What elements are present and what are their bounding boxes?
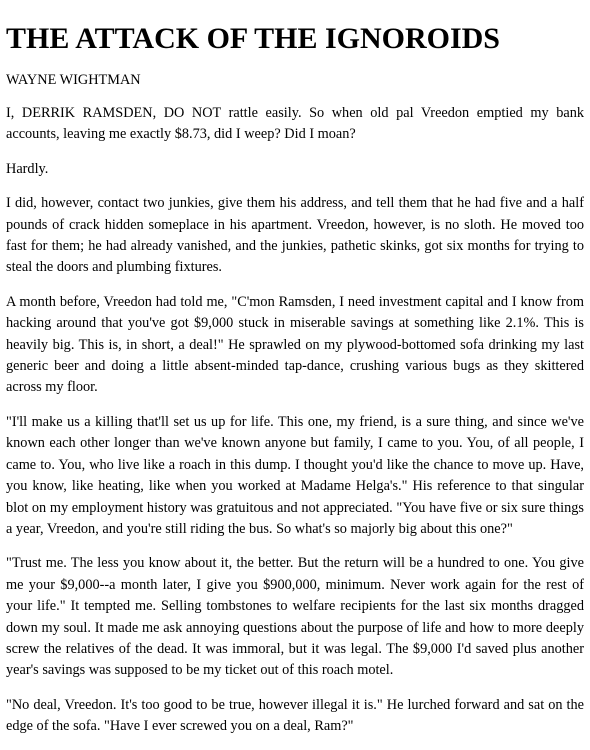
- paragraph-3: I did, however, contact two junkies, give them his address, and tell them that he had five and a half pounds of crack hidden someplace in his apartment. Vreedon, however, is no sloth. He moved too fast for them; he had already vanished, and the junkies, pathetic skinks, got six months for trying to steal the doors and plumbing fixtures.: [6, 195, 584, 276]
- paragraph-6: "Trust me. The less you know about it, the better. But the return will be a hundred to one. You give me your $9,000--a month later, I give you $900,000, minimum. Never work again for the rest of your life." It tempted me. Selling tombstones to welfare recipients for the last six months dragged down my soul. It made me ask annoying questions about the purpose of life and how to more deeply screw the relatives of the dead. It was immoral, but it was legal. The $9,000 I'd saved plus another year's savings was supposed to be my ticket out of this roach motel.: [6, 555, 584, 679]
- paragraph-4: A month before, Vreedon had told me, "C'mon Ramsden, I need investment capital and I know from hacking around that you've got $9,000 stuck in miserable savings at something like 2.1%. This is heavily big. This is, in short, a deal!" He sprawled on my plywood-bottomed sofa drinking my last generic beer and doing a little absent-minded tap-dance, crushing various bugs as they skittered across my floor.: [6, 293, 584, 396]
- author-byline: WAYNE WIGHTMAN: [6, 72, 141, 88]
- paragraph-5: "I'll make us a killing that'll set us up for life. This one, my friend, is a sure thing, and since we've known each other longer than we've known anyone but family, I came to you. You, of all people, I came to. You, who live like a roach in this dump. I thought you'd like the chance to move up. Have, you know, like heating, like when you worked at Madame Helga's." His reference to that singular blot on my employment history was gratuitous and not appreciated. "You have five or six sure things a year, Vreedon, and you're still riding the bus. So what's so majorly big about this one?": [6, 413, 584, 537]
- paragraph-7: "No deal, Vreedon. It's too good to be true, however illegal it is." He lurched forward and sat on the edge of the sofa. "Have I ever screwed you on a deal, Ram?": [6, 696, 584, 735]
- document-page: [6, 22, 584, 738]
- paragraph-1: I, DERRIK RAMSDEN, DO NOT rattle easily. So when old pal Vreedon emptied my bank accounts, leaving me exactly $8.73, did I weep? Did I moan?: [6, 105, 584, 143]
- paragraph-2: Hardly.: [6, 160, 49, 177]
- document-title: THE ATTACK OF THE IGNOROIDS: [6, 22, 500, 55]
